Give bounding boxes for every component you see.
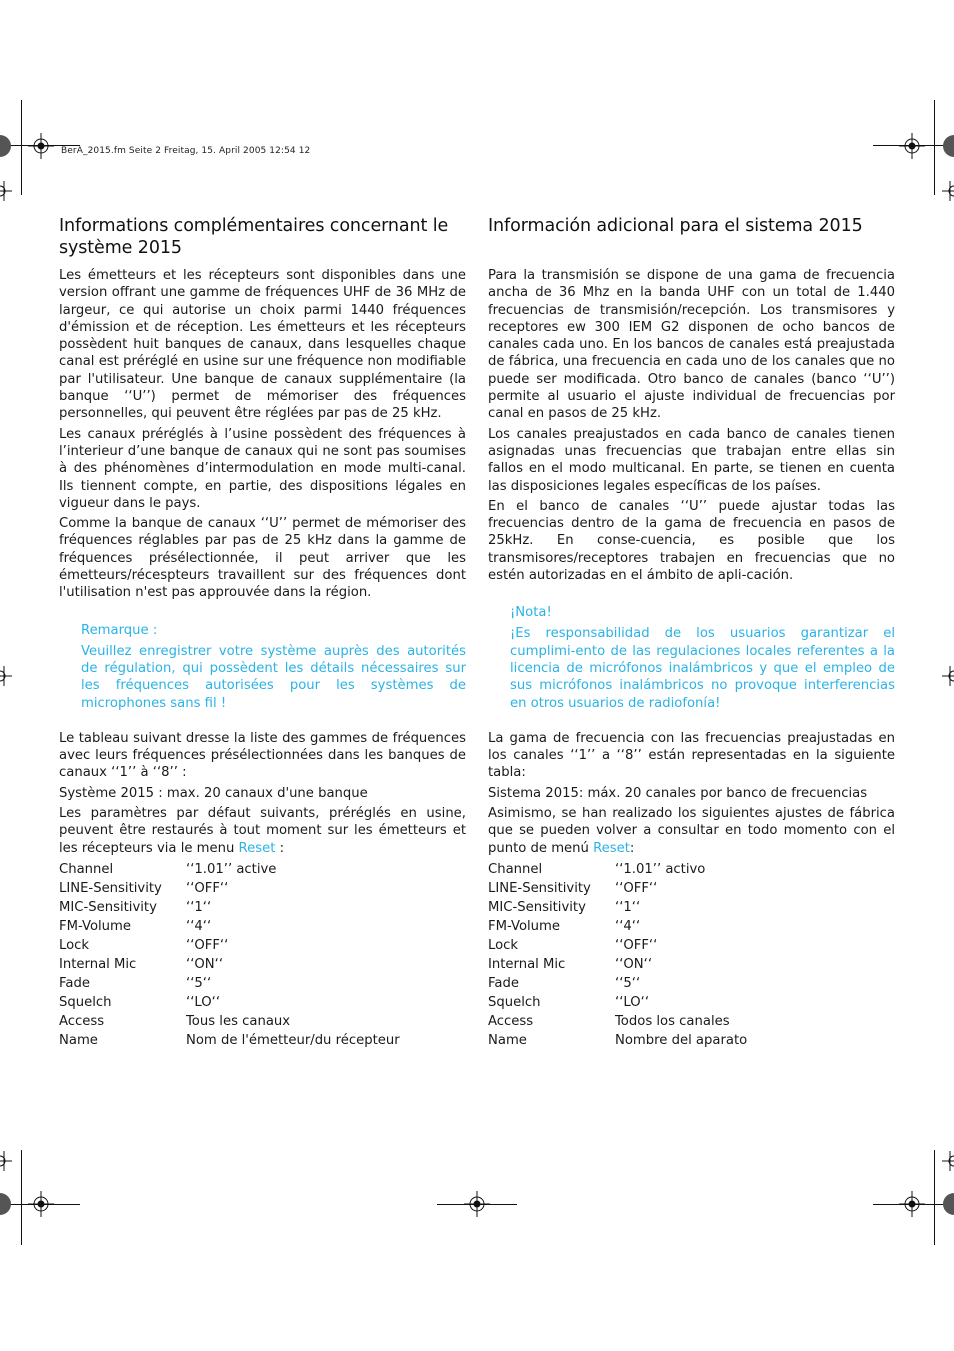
spanish-title: Información adicional para el sistema 2015	[488, 216, 863, 236]
setting-value: ‘‘OFF‘‘	[186, 937, 229, 953]
setting-key: FM-Volume	[59, 918, 131, 934]
setting-key: FM-Volume	[488, 918, 560, 934]
reset-menu-link: Reset	[593, 840, 630, 856]
setting-value: ‘‘ON‘‘	[615, 956, 653, 972]
setting-value: ‘‘4‘‘	[615, 918, 641, 934]
setting-key: Name	[488, 1032, 527, 1048]
spanish-paragraph-2: Los canales preajustados en cada banco de canales tienen asignadas unas frecuencias que trabajan entre ellas sin fallos en el modo multicanal. En parte, se tienen en cuenta las disposiciones legales específicas de los países.	[488, 426, 895, 494]
registration-mark-icon	[464, 1191, 490, 1217]
setting-key: Name	[59, 1032, 98, 1048]
setting-value: ‘‘OFF‘‘	[615, 880, 658, 896]
setting-key: Squelch	[488, 994, 541, 1010]
edge-mark-icon	[0, 1191, 12, 1217]
setting-key: Lock	[488, 937, 519, 953]
french-paragraph-5: Système 2015 : max. 20 canaux d'une banque	[59, 785, 368, 801]
setting-value: ‘‘1.01’’ activo	[615, 861, 706, 877]
french-title: Informations complémentaires concernant le système 2015	[59, 216, 449, 258]
setting-value: ‘‘1.01’’ active	[186, 861, 277, 877]
spanish-column	[488, 215, 895, 1050]
spanish-note	[488, 604, 895, 711]
crosshair-icon	[942, 1151, 954, 1171]
french-paragraph-1: Les émetteurs et les récepteurs sont disponibles dans une version offrant une gamme de fréquences UHF de 36 MHz de largeur, ce qui autorise un choix parmi 1440 fréquences d'émission et de réception. Les émetteurs et les récepteurs possèdent huit banques de canaux, dans lesquelles chaque canal est préréglé en usine sur une fréquence non modifiable par l'utilisateur. Une banque de canaux supplémentaire (la banque ‘‘U’’) permet de mémoriser des fréquences personnelles, qui peuvent être réglées par pas de 25 kHz.	[59, 268, 466, 422]
french-settings-table	[59, 860, 466, 1050]
setting-key: Squelch	[59, 994, 112, 1010]
setting-value: ‘‘4‘‘	[186, 918, 212, 934]
registration-mark-icon	[28, 133, 54, 159]
spanish-paragraph-3: En el banco de canales ‘‘U’’ puede ajustar todas las frecuencias dentro de la gama de frecuencia en pasos de 25kHz. En conse-cuencia, es posible que los transmisores/receptores trabajen en frecuencias que no estén autorizadas en el ámbito de apli-cación.	[488, 498, 895, 584]
file-header: BerA_2015.fm Seite 2 Freitag, 15. April 2005 12:54 12	[61, 146, 311, 156]
setting-value: ‘‘OFF‘‘	[615, 937, 658, 953]
french-column	[59, 215, 466, 1050]
registration-mark-icon	[28, 1191, 54, 1217]
setting-key: Lock	[59, 937, 90, 953]
setting-key: MIC-Sensitivity	[59, 899, 157, 915]
edge-mark-icon	[942, 133, 954, 159]
spanish-paragraph-1: Para la transmisión se dispone de una gama de frecuencia ancha de 36 Mhz en la banda UHF con un total de 1.440 frecuencias de transmisión/recepción. Los transmisores y receptores ew 300 IEM G2 disponen de ocho bancos de canales cada uno. En los bancos de canales está preajustada de fábrica, una frecuencia en cada uno de los canales que no puede ser modificada. Otro banco de canales (banco ‘‘U’’) permite al usuario el ajuste individual de frecuencias por canal en pasos de 25 kHz.	[488, 268, 895, 422]
setting-value: ‘‘LO‘‘	[186, 994, 221, 1010]
french-note-text: Veuillez enregistrer votre système auprès des autorités de régulation, qui possèdent les détails nécessaires sur les fréquences autorisées pour les systèmes de microphones sans fil !	[81, 643, 466, 711]
french-paragraph-6: Les paramètres par défaut suivants, préréglés en usine, peuvent être restaurés à tout moment sur les émetteurs et les récepteurs via le menu Reset :	[59, 806, 466, 856]
spanish-settings-table	[488, 860, 895, 1050]
setting-value: ‘‘1‘‘	[615, 899, 641, 915]
reset-menu-link: Reset	[238, 840, 276, 856]
french-paragraph-2: Les canaux préréglés à l’usine possèdent des fréquences à l’interieur d’une banque de canaux qui ne sont pas soumises à des phénomènes d’intermodulation en mode multi-canal. Ils tiennent compte, en partie, des dispositions légales en vigueur dans le pays.	[59, 426, 466, 511]
edge-mark-icon	[942, 1191, 954, 1217]
spanish-note-text: ¡Es responsabilidad de los usuarios garantizar el cumplimi-ento de las regulaciones locales referentes a la licencia de micrófonos inalámbricos y que el empleo de sus micrófonos inalámbricos no provoque interferencias en otros usuarios de radiofonía!	[510, 626, 895, 711]
setting-key: Internal Mic	[59, 956, 137, 972]
crosshair-icon	[0, 181, 12, 201]
setting-key: LINE-Sensitivity	[488, 880, 591, 896]
french-paragraph-4: Le tableau suivant dresse la liste des gammes de fréquences avec leurs fréquences présélectionnées dans les banques de canaux ‘‘1’’ à ‘‘8’’ :	[59, 730, 466, 781]
setting-key: MIC-Sensitivity	[488, 899, 586, 915]
setting-value: Nom de l'émetteur/du récepteur	[186, 1032, 400, 1048]
setting-value: ‘‘5‘‘	[615, 975, 641, 991]
setting-value: ‘‘LO‘‘	[615, 994, 650, 1010]
crosshair-icon	[0, 1151, 12, 1171]
setting-value: Nombre del aparato	[615, 1032, 748, 1048]
french-paragraph-3: Comme la banque de canaux ‘‘U’’ permet de mémoriser des fréquences réglables par pas de 25 kHz dans la gamme de fréquences présélectionnée, il peut arriver que les émetteurs/récespteurs travaillent sur des fréquences dont l'utilisation n'est pas approuvée dans la région.	[59, 516, 466, 601]
setting-key: Access	[488, 1013, 534, 1029]
setting-key: Channel	[59, 861, 114, 877]
setting-value: Tous les canaux	[186, 1013, 291, 1029]
setting-key: Internal Mic	[488, 956, 566, 972]
spanish-paragraph-4: La gama de frecuencia con las frecuencias preajustadas en los canales ‘‘1’’ a ‘‘8’’ están representadas en la siguiente tabla:	[488, 730, 895, 781]
spanish-paragraph-5: Sistema 2015: máx. 20 canales por banco de frecuencias	[488, 785, 868, 801]
setting-key: Fade	[59, 975, 90, 991]
crosshair-icon	[942, 181, 954, 201]
crosshair-icon	[942, 666, 954, 686]
french-note-title: Remarque :	[81, 622, 158, 638]
setting-key: Fade	[488, 975, 519, 991]
setting-key: LINE-Sensitivity	[59, 880, 162, 896]
setting-key: Access	[59, 1013, 105, 1029]
crosshair-icon	[0, 666, 12, 686]
french-note	[59, 622, 466, 712]
setting-value: ‘‘ON‘‘	[186, 956, 224, 972]
setting-value: ‘‘OFF‘‘	[186, 880, 229, 896]
spanish-note-title: ¡Nota!	[510, 605, 552, 621]
setting-value: ‘‘1‘‘	[186, 899, 212, 915]
setting-key: Channel	[488, 861, 543, 877]
registration-mark-icon	[899, 1191, 925, 1217]
spanish-paragraph-6: Asimismo, se han realizado los siguientes ajustes de fábrica que se pueden volver a consultar en todo momento con el punto de menú Reset:	[488, 806, 895, 856]
edge-mark-icon	[0, 133, 12, 159]
registration-mark-icon	[899, 133, 925, 159]
setting-value: Todos los canales	[615, 1013, 730, 1029]
setting-value: ‘‘5‘‘	[186, 975, 212, 991]
